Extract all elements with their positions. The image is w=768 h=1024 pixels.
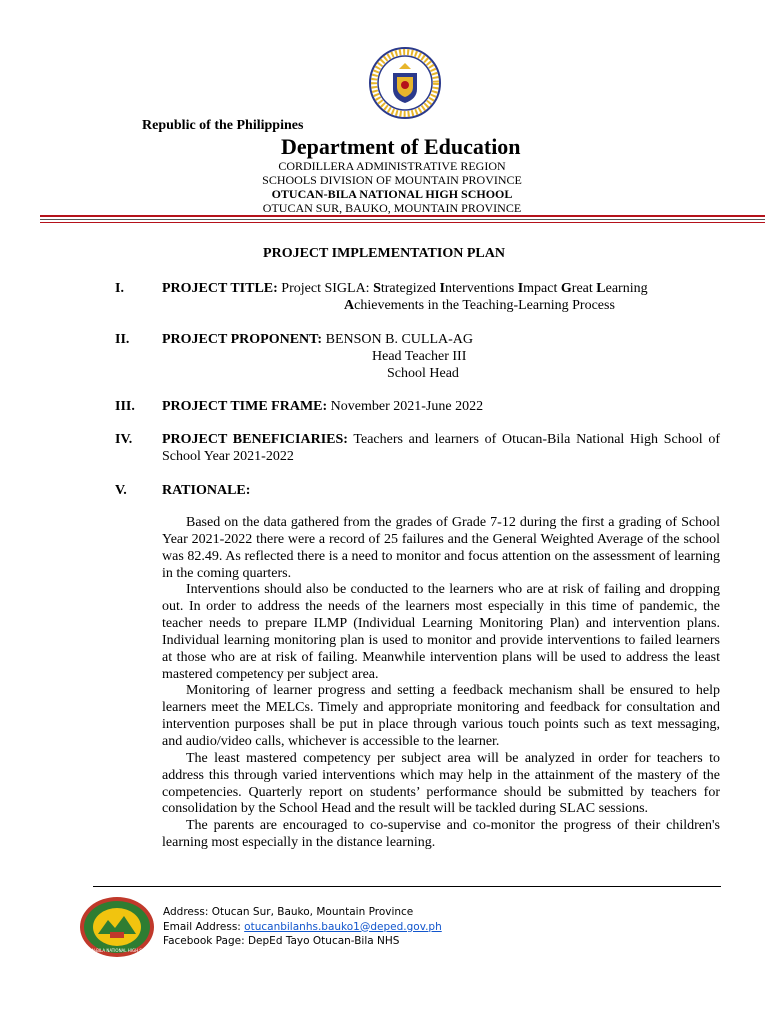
acronym-letter: I xyxy=(517,281,524,296)
region-line: CORDILLERA ADMINISTRATIVE REGION xyxy=(278,159,506,173)
project-title-prefix: Project SIGLA: xyxy=(281,281,374,296)
section-number: III. xyxy=(115,399,135,414)
rationale-paragraph: Based on the data gathered from the grades of Grade 7-12 during the first a grading of School Year 2021-2022 there were a record of 25 failures and the General Weighted Average of the school was 82.49. As reflected there is a need to monitor and focus attention on the assessment of learning in the coming quarters. xyxy=(162,515,720,581)
header-divider-middle xyxy=(40,219,765,220)
document-title: PROJECT IMPLEMENTATION PLAN xyxy=(263,246,505,261)
beneficiaries-value: Teachers and learners of Otucan-Bila National High School of School Year 2021-2022 xyxy=(162,432,720,464)
rationale-text xyxy=(162,515,720,852)
department-name: Department of Education xyxy=(281,134,521,159)
school-logo-text: OTUCAN-BILA NATIONAL HIGH SCHOOL xyxy=(78,948,156,953)
footer-email-line xyxy=(163,920,442,935)
rationale-paragraph: The least mastered competency per subject area will be analyzed in order for teachers to address this through varied interventions which may help in the attainment of the mastery of the competencies. Quarterly report on students’ performance should be submitted by teachers for consolidation by the School Head and the result will be tackled during SLAC sessions. xyxy=(162,750,720,817)
section-body xyxy=(162,398,720,415)
email-link[interactable]: otucanbilanhs.bauko1@deped.gov.ph xyxy=(244,920,442,933)
acronym-letter: G xyxy=(560,281,572,296)
time-frame-value: November 2021-June 2022 xyxy=(330,399,484,414)
section-number: V. xyxy=(115,483,127,498)
project-title-line2 xyxy=(162,297,720,314)
footer-address: Address: Otucan Sur, Bauko, Mountain Province xyxy=(163,906,414,918)
title-word: nterventions xyxy=(445,281,518,296)
school-name: OTUCAN-BILA NATIONAL HIGH SCHOOL xyxy=(271,187,513,201)
title-word: trategized xyxy=(380,281,440,296)
proponent-role: School Head xyxy=(387,366,459,381)
title-word: reat xyxy=(571,281,597,296)
header-divider-bottom xyxy=(40,222,765,223)
section-body xyxy=(162,331,720,382)
header-divider-top xyxy=(40,215,765,217)
rationale-paragraph: Monitoring of learner progress and setting a feedback mechanism shall be ensured to help learners meet the MELCs. Timely and appropriate monitoring and feedback for consultation and intervention purposes shall be put in place through various touch points such as text messaging, and audio/video calls, whichever is accessible to the learner. xyxy=(162,683,720,749)
rationale-paragraph: The parents are encouraged to co-supervise and co-monitor the progress of their children's learning most especially in the distance learning. xyxy=(162,818,720,851)
school-logo xyxy=(78,896,156,958)
section-label: PROJECT BENEFICIARIES: xyxy=(162,432,348,447)
section-label: PROJECT TIME FRAME: xyxy=(162,399,328,414)
acronym-letter: L xyxy=(596,281,606,296)
section-body xyxy=(162,280,720,314)
footer-email-label: Email Address: xyxy=(163,920,245,933)
footer-facebook: Facebook Page: DepEd Tayo Otucan-Bila NHS xyxy=(163,935,400,947)
title-word: earning xyxy=(605,281,648,296)
proponent-name: BENSON B. CULLA-AG xyxy=(325,332,473,347)
title-word: chievements in the Teaching-Learning Process xyxy=(354,298,615,313)
acronym-letter: S xyxy=(373,281,381,296)
footer-contact xyxy=(163,905,442,949)
school-location: OTUCAN SUR, BAUKO, MOUNTAIN PROVINCE xyxy=(262,201,522,215)
section-label: PROJECT PROPONENT: xyxy=(162,332,323,347)
title-word: mpact xyxy=(523,281,561,296)
proponent-position: Head Teacher III xyxy=(372,349,467,364)
acronym-letter: A xyxy=(344,298,355,313)
deped-seal-logo xyxy=(369,47,441,119)
acronym-letter: I xyxy=(439,281,445,296)
section-body xyxy=(162,431,720,465)
section-label: PROJECT TITLE: xyxy=(162,281,278,296)
section-number: I. xyxy=(115,281,124,296)
footer-divider xyxy=(93,886,721,887)
rationale-paragraph: Interventions should also be conducted to the learners who are at risk of failing and dropping out. In order to address the needs of the learners most especially in this time of pandemic, the teacher needs to prepare ILMP (Individual Learning Monitoring Plan) and intervention plans. Individual learning monitoring plan is used to monitor and provide interventions to failed learners at those who are at risk of failing. Meanwhile intervention plans will be used to address the least mastered competency per subject area. xyxy=(162,582,720,682)
division-line: SCHOOLS DIVISION OF MOUNTAIN PROVINCE xyxy=(262,173,522,187)
section-label: RATIONALE: xyxy=(162,483,251,498)
section-number: II. xyxy=(115,332,130,347)
section-body xyxy=(162,482,720,499)
republic-line: Republic of the Philippines xyxy=(142,118,304,133)
section-number: IV. xyxy=(115,432,133,447)
